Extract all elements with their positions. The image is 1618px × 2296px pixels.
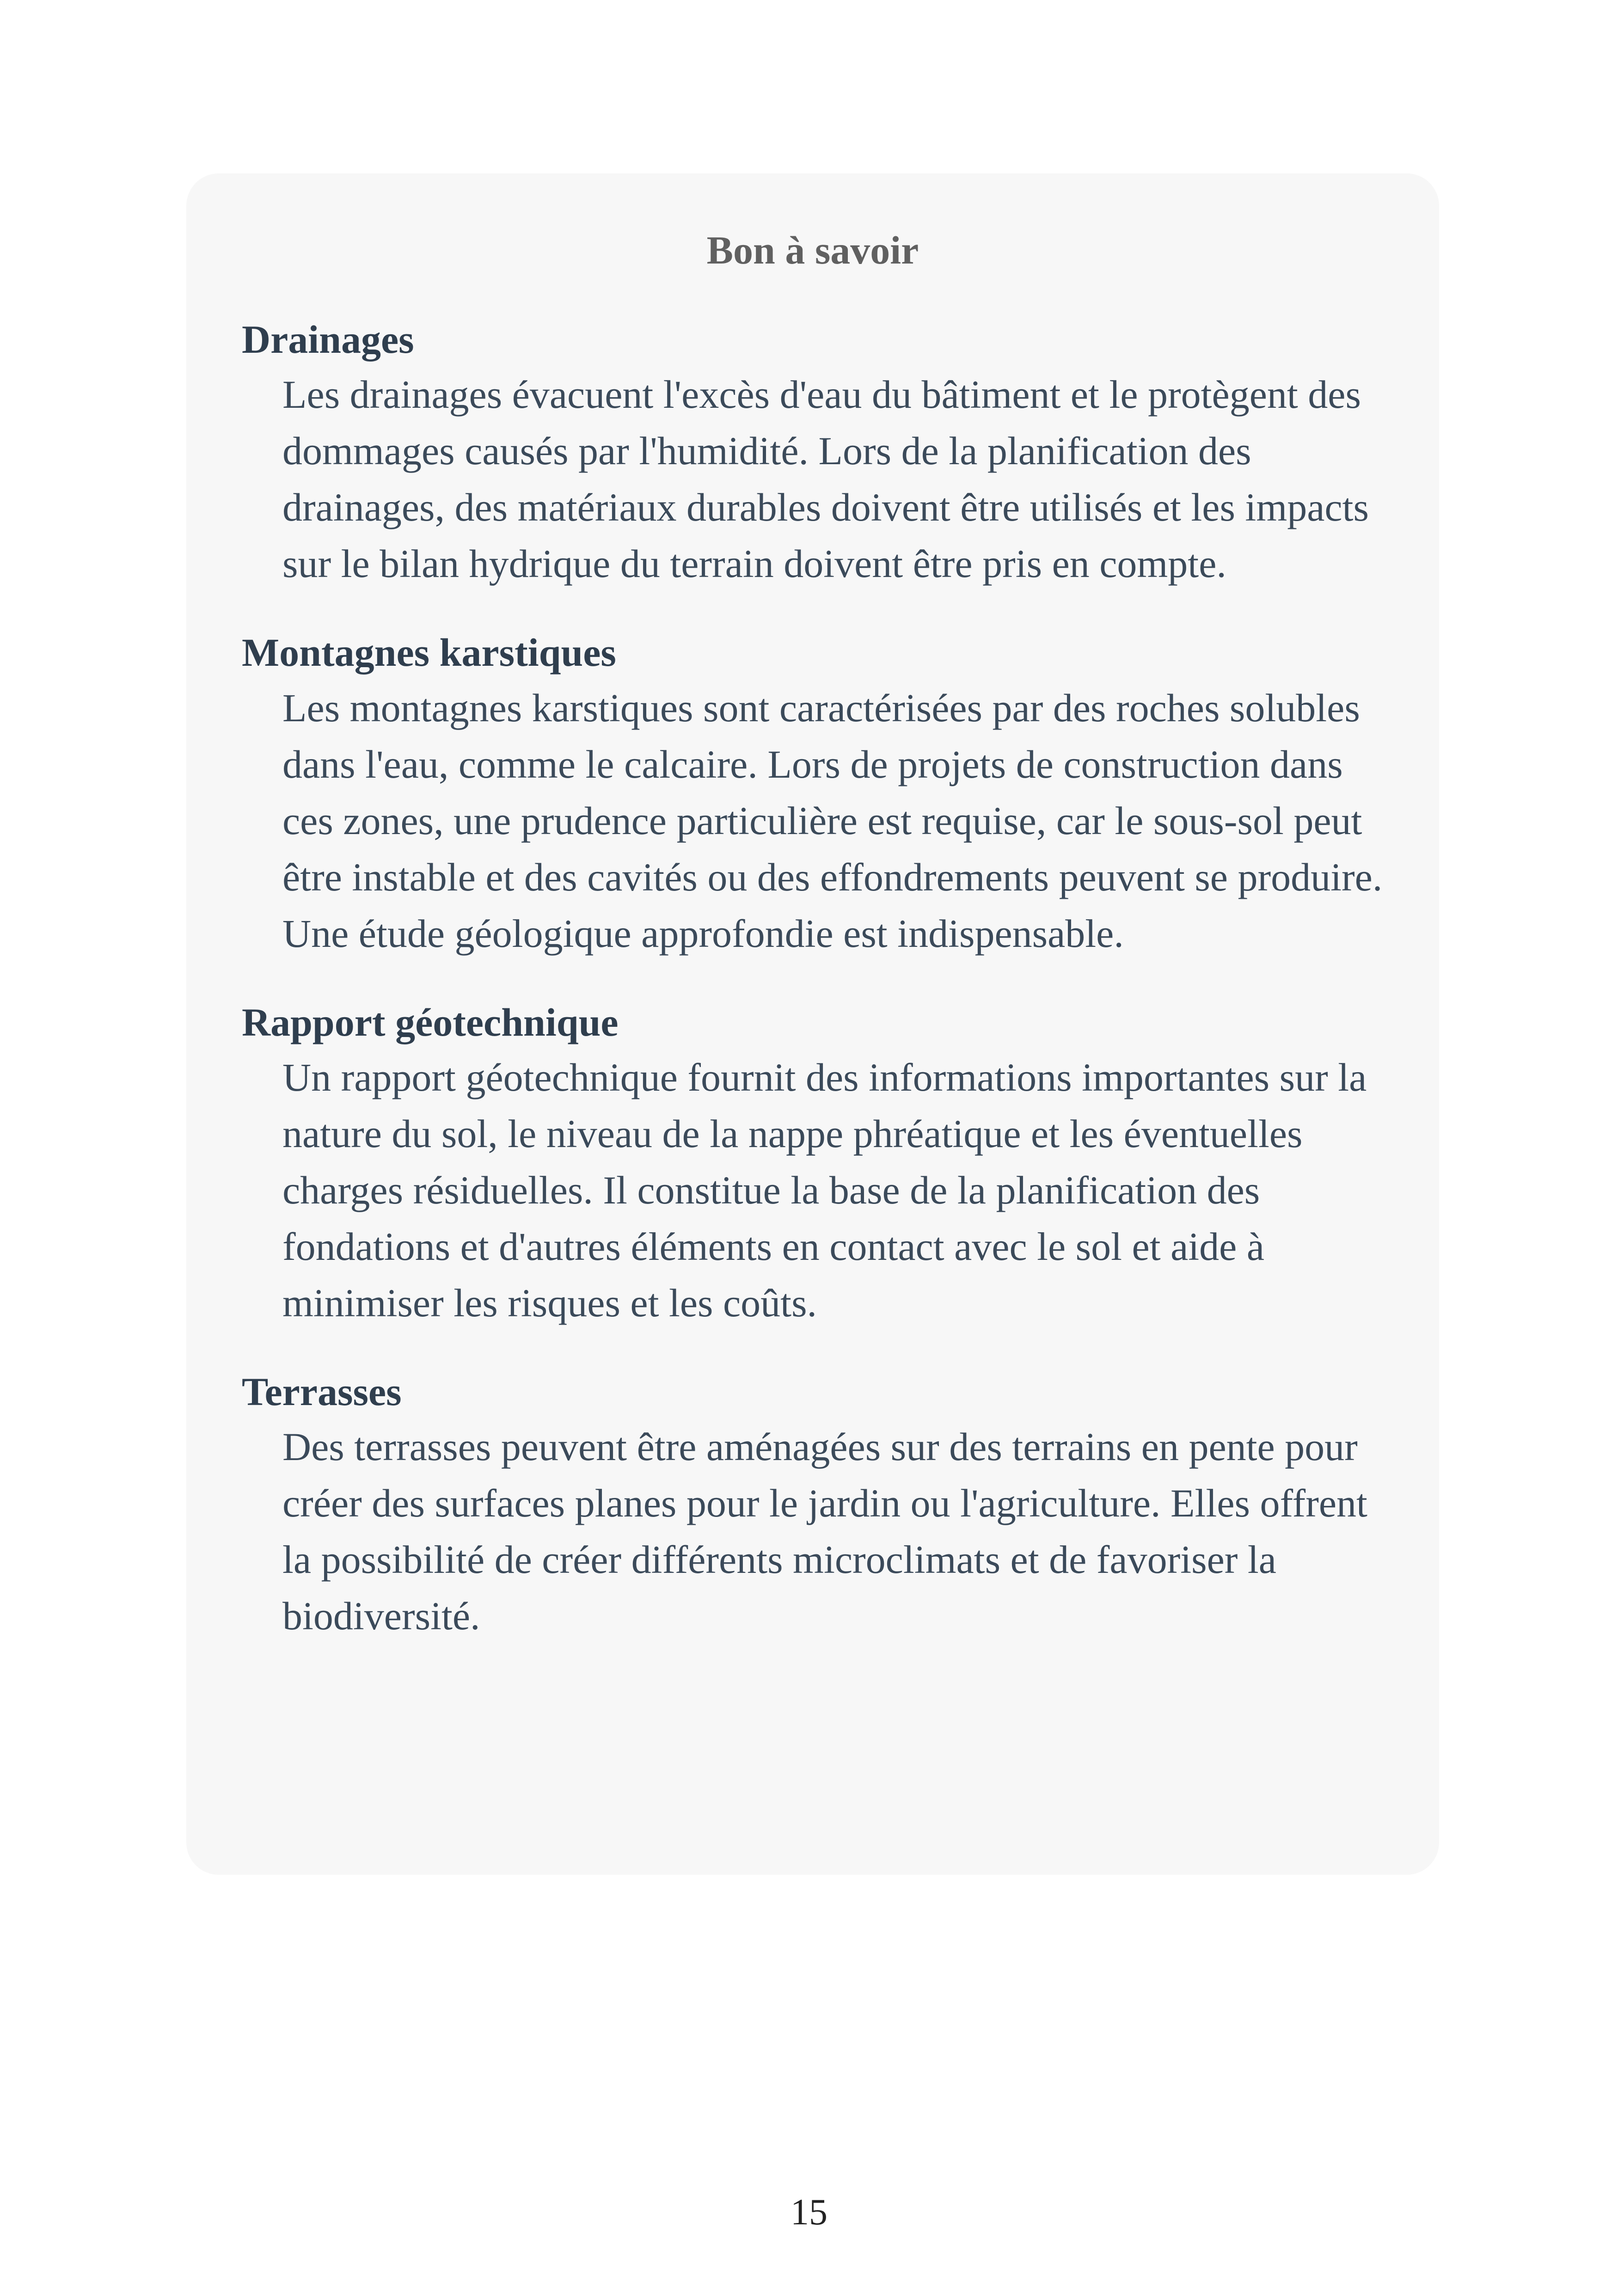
info-box bbox=[186, 173, 1439, 1875]
box-title: Bon à savoir bbox=[706, 228, 919, 272]
entry-term: Montagnes karstiques bbox=[242, 630, 616, 675]
entry-definition: Un rapport géotechnique fournit des informations importantes sur la nature du sol, le niveau de la nappe phréatique et les éventuelles charges résiduelles. Il constitue la base de la planification des fondations et d'autres éléments en contact avec le sol et aide à minimiser les risques et les coûts. bbox=[282, 1055, 1367, 1325]
glossary-entry-rapport-geotechnique bbox=[242, 999, 1384, 1331]
page-number: 15 bbox=[791, 2192, 827, 2233]
glossary-entry-montagnes-karstiques bbox=[242, 629, 1384, 961]
entry-term: Terrasses bbox=[242, 1369, 402, 1414]
glossary-entry-terrasses bbox=[242, 1368, 1384, 1644]
glossary-entry-drainages bbox=[242, 316, 1384, 592]
entry-term: Rapport géotechnique bbox=[242, 1000, 619, 1044]
entry-definition: Les drainages évacuent l'excès d'eau du bâtiment et le protègent des dommages causés par l'humidité. Lors de la planification des drainages, des matériaux durables doivent être utilisés et les impacts sur le bilan hydrique du terrain doivent être pris en compte. bbox=[282, 372, 1369, 586]
entry-definition: Des terrasses peuvent être aménagées sur des terrains en pente pour créer des surfaces planes pour le jardin ou l'agriculture. Elles offrent la possibilité de créer différents microclimats et de favoriser la biodiversité. bbox=[282, 1424, 1367, 1638]
entry-definition: Les montagnes karstiques sont caractérisées par des roches solubles dans l'eau, comme le calcaire. Lors de projets de construction dans ces zones, une prudence particulière est requise, car le sous-sol peut être instable et des cavités ou des effondrements peuvent se produire. Une étude géologique approfondie est indispensable. bbox=[282, 685, 1383, 956]
entry-term: Drainages bbox=[242, 317, 414, 362]
